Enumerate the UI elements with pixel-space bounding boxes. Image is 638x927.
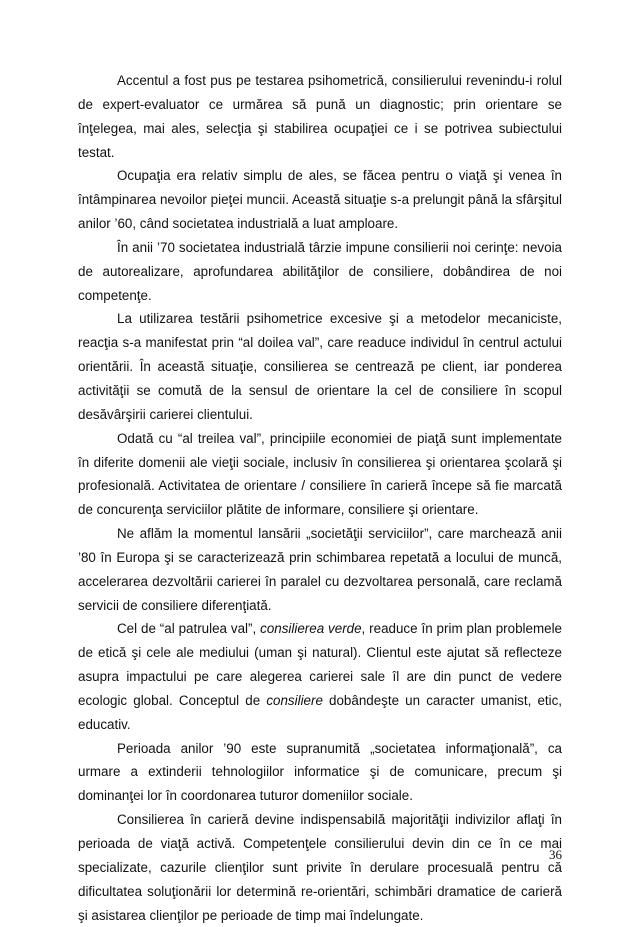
paragraph: Consilierea în carieră devine indispensabilă majorităţii indivizilor aflaţi în perioada de viaţă activă. Competenţele consilierului devin din ce în ce mai specializate, cazurile clienţilor sunt privite în derulare procesuală pentru că dificultatea soluţionării lor determină re-orientări, schimbări dramatice de carieră şi asistarea clienţilor pe perioade de timp mai îndelungate. bbox=[78, 812, 562, 923]
paragraph-text: , readuce în prim plan problemele de etică şi cele ale mediului (uman şi natural). Clientul este ajutat să reflecteze asupra impactului pe care alegerea carierei sale îl are din punct de vedere ecologic global. Conceptul de bbox=[78, 621, 562, 708]
paragraph: Odată cu “al treilea val”, principiile economiei de piaţă sunt implementate în diferite domenii ale vieţii sociale, inclusiv în consilierea şi orientarea şcolară şi profesională. Activitatea de orientare / consiliere în carieră începe să fie marcată de concurenţa serviciilor plătite de informare, consiliere şi orientare. bbox=[78, 430, 562, 518]
paragraph bbox=[78, 617, 562, 736]
paragraph-text: Cel de “al patrulea val”, bbox=[117, 621, 261, 637]
paragraph: În anii ’70 societatea industrială târzie impune consilierii noi cerinţe: nevoia de autorealizare, aprofundarea abilităţilor de consiliere, dobândirea de noi competenţe. bbox=[78, 239, 562, 303]
paragraph: La utilizarea testării psihometrice excesive şi a metodelor mecaniciste, reacţia s-a manifestat prin “al doilea val”, care readuce individul în centrul actului orientării. În această situaţie, consilierea se centrează pe client, iar ponderea activităţii se comută de la sensul de orientare la cel de consiliere în scopul desăvârşirii carierei clientului. bbox=[78, 311, 562, 422]
paragraph: Ocupaţia era relativ simplu de ales, se făcea pentru o viaţă şi venea în întâmpinarea nevoilor pieţei muncii. Această situaţie s-a prelungit până la sfârşitul anilor ’60, când societatea industrială a luat amploare. bbox=[78, 168, 562, 232]
paragraph: Accentul a fost pus pe testarea psihometrică, consilierului revenindu-i rolul de expert-evaluator ce urmărea să pună un diagnostic; prin orientare se înţelegea, mai ales, selecţia şi stabilirea ocupaţiei ce i se potrivea subiectului testat. bbox=[78, 73, 562, 160]
emphasis-text: consilierea verde bbox=[260, 621, 362, 637]
paragraph-text: dobândeşte un caracter umanist, etic, educativ. bbox=[78, 692, 562, 732]
paragraph: Ne aflăm la momentul lansării „societăţii serviciilor”, care marchează anii ’80 în Europa şi se caracterizează prin schimbarea repetată a locului de muncă, accelerarea dezvoltării carierei în paralel cu dezvoltarea personală, care reclamă servicii de consiliere diferenţiată. bbox=[78, 526, 562, 613]
body-text bbox=[78, 69, 562, 927]
page-number: 36 bbox=[549, 847, 562, 862]
paragraph: Perioada anilor ’90 este supranumită „societatea informaţională”, ca urmare a extinderii tehnologiilor informatice şi de comunicare, precum şi dominanţei lor în coordonarea tuturor domeniilor sociale. bbox=[78, 740, 562, 804]
emphasis-text: consiliere bbox=[266, 692, 323, 708]
